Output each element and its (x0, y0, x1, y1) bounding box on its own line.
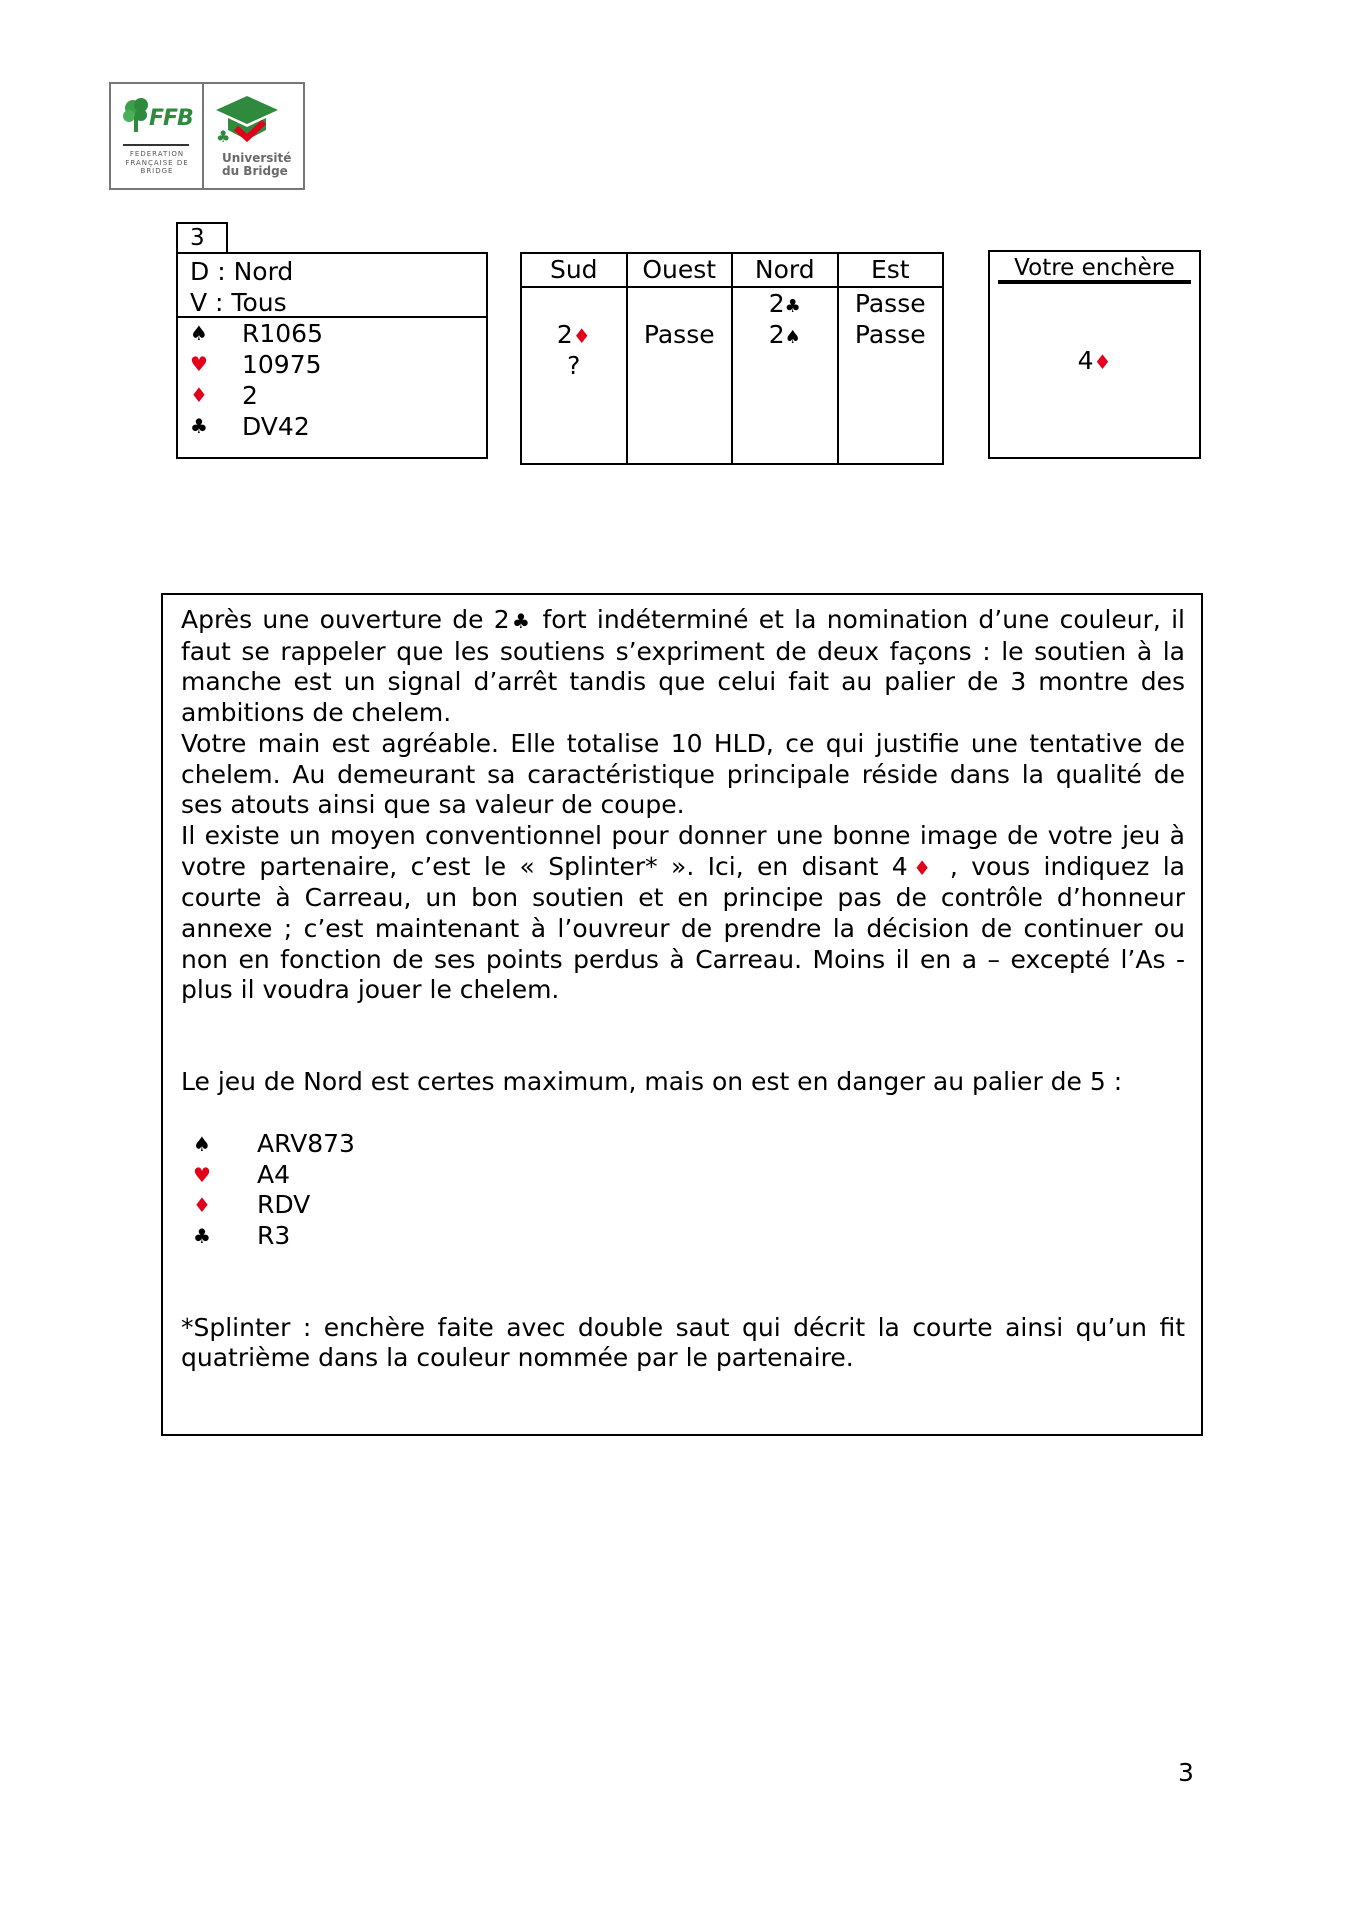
spade-icon: ♠ (190, 321, 208, 345)
answer-value (990, 346, 1199, 375)
vulnerability: V : Tous (190, 288, 287, 317)
answer-box (988, 250, 1201, 459)
north-diamond-cards: RDV (257, 1190, 311, 1220)
answer-level: 4 (1077, 346, 1094, 375)
answer-title: Votre enchère (998, 252, 1191, 284)
bid-header-sud: Sud (522, 254, 626, 288)
diamond-icon: ♦ (907, 855, 937, 880)
north-spade-cards: ARV873 (257, 1128, 355, 1158)
page-number: 3 (1178, 1758, 1194, 1787)
explanation-paragraph-3 (181, 821, 1185, 1006)
universite-logo (204, 84, 303, 188)
diamond-icon: ♦ (190, 383, 208, 407)
spade-icon: ♠ (784, 327, 801, 348)
bid-cell (733, 319, 837, 350)
spacer (181, 1252, 1185, 1313)
du-bridge-label: du Bridge (222, 164, 288, 178)
north-hand (181, 1129, 1185, 1252)
explanation-paragraph-4: Le jeu de Nord est certes maximum, mais on est en danger au palier de 5 : (181, 1067, 1123, 1097)
diamond-icon: ♦ (193, 1193, 211, 1218)
bid-cell (628, 288, 732, 319)
bid-column-sud (522, 254, 628, 463)
bidding-table (520, 252, 944, 465)
north-row-clubs (193, 1221, 1185, 1252)
club-icon: ♣ (193, 1223, 211, 1248)
bid-cell: Passe (643, 320, 715, 349)
bid-header-est: Est (839, 254, 943, 288)
ffb-federation-text: FEDERATION FRANÇAISE DE BRIDGE (125, 150, 189, 175)
heart-cards: 10975 (242, 350, 322, 379)
bid-cell (733, 288, 837, 319)
bid-column-est (839, 254, 943, 463)
bid-level: 2 (556, 320, 573, 349)
text-run: Après une ouverture de 2 (181, 605, 510, 634)
ffb-divider (123, 144, 189, 146)
north-club-cards: R3 (257, 1220, 291, 1250)
ffb-logo-left (111, 84, 204, 188)
diamond-icon: ♦ (1093, 350, 1112, 374)
bid-column-ouest (628, 254, 734, 463)
club-icon: ♣ (509, 609, 533, 633)
club-icon: ♣ (190, 414, 208, 438)
north-row-hearts (193, 1160, 1185, 1191)
heart-icon: ♥ (190, 352, 208, 376)
hand-row-spades (190, 318, 486, 349)
south-hand (178, 318, 486, 442)
splinter-footnote: *Splinter : enchère faite avec double saut qui décrit la courte ainsi qu’un fit quatrième dans la couleur nommée par le partenaire. (181, 1312, 1185, 1373)
spacer (181, 1006, 1185, 1067)
hand-row-clubs (190, 411, 486, 442)
graduation-cap-icon (212, 94, 282, 146)
hand-row-diamonds (190, 380, 486, 411)
bid-cell: ? (567, 351, 581, 380)
heart-icon: ♥ (193, 1162, 211, 1187)
club-cards: DV42 (242, 412, 310, 441)
ffb-logo (109, 82, 305, 190)
north-heart-cards: A4 (257, 1159, 291, 1189)
text-run: fort indéterminé et la nomination d’une couleur, il faut se rappeler que les soutiens s’expriment de deux façons : le soutien à la manche est un signal d’arrêt tandis que celui fait au palier de 3 montre des ambitions de chelem. (181, 605, 1185, 728)
explanation-paragraph-1 (181, 605, 1185, 729)
north-row-spades (193, 1129, 1185, 1160)
hand-row-hearts (190, 349, 486, 380)
diamond-cards: 2 (242, 381, 258, 410)
universite-text (222, 152, 291, 178)
explanation-paragraph-2: Votre main est agréable. Elle totalise 10 HLD, ce qui justifie une tentative de chelem. Au demeurant sa caractéristique principale réside dans la qualité de ses atouts ainsi que sa valeur de coupe. (181, 728, 1185, 820)
club-icon: ♣ (784, 296, 801, 317)
north-row-diamonds (193, 1190, 1185, 1221)
text-run: , vous indiquez la courte à Carreau, un bon soutien et en principe pas de contrôle d’honneur annexe ; c’est maintenant à l’ouvreur de prendre la décision de continuer ou non en fonction de ses points perdus à Carreau. Moins il en a – excepté l’As - plus il voudra jouer le chelem. (181, 851, 1186, 1005)
spade-icon: ♠ (193, 1131, 211, 1156)
deal-number: 3 (176, 222, 228, 254)
bid-column-nord (733, 254, 839, 463)
explanation-box (161, 593, 1203, 1436)
deal-box (176, 252, 488, 459)
bid-header-nord: Nord (733, 254, 837, 288)
svg-text:♣: ♣ (216, 127, 231, 146)
deal-header (178, 254, 486, 318)
dealer: D : Nord (190, 257, 294, 286)
ffb-acronym: FFB (149, 106, 193, 131)
diamond-icon: ♦ (572, 324, 591, 348)
bid-cell (522, 319, 626, 350)
bid-level: 2 (768, 289, 785, 318)
spacer (181, 1098, 1185, 1129)
bid-header-ouest: Ouest (628, 254, 732, 288)
universite-label: Université (222, 151, 292, 165)
bid-cell (522, 288, 626, 319)
bid-cell: Passe (854, 289, 926, 318)
bid-level: 2 (768, 320, 785, 349)
spade-cards: R1065 (242, 319, 323, 348)
bid-cell: Passe (854, 320, 926, 349)
text-run: Il existe un moyen conventionnel pour donner une bonne image de votre jeu à votre partenaire, c’est le « Splinter* ». Ici, en disant 4 (181, 820, 1185, 881)
